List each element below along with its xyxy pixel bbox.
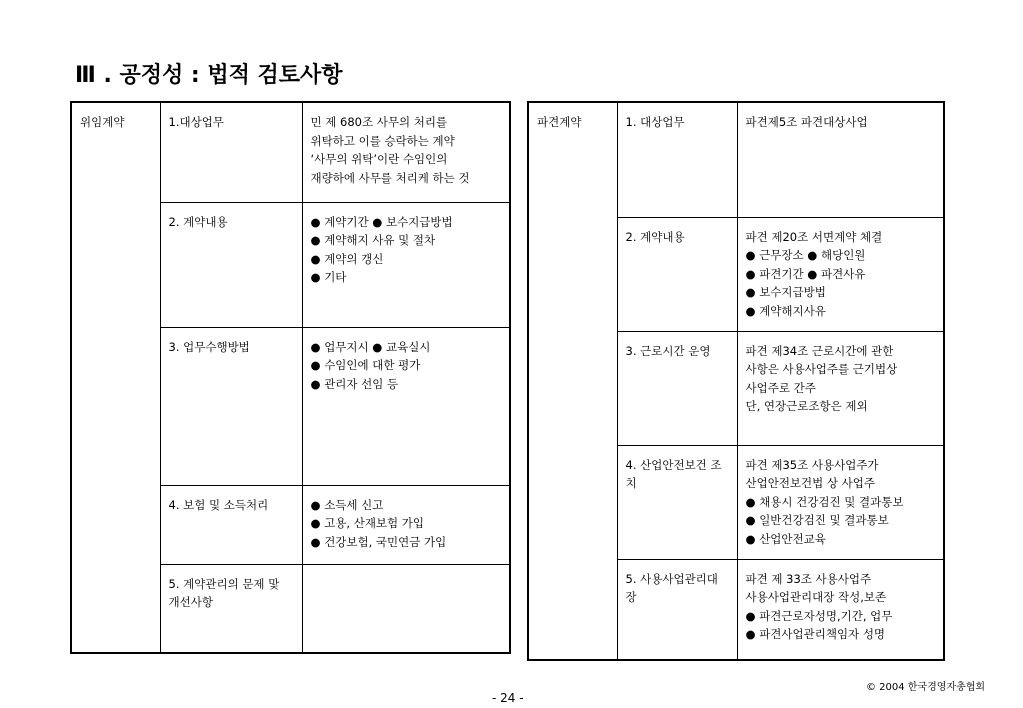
copyright-text: © 2004 한국경영자총협회 xyxy=(866,682,986,693)
detail-line: ‘사무의 위탁’이란 수임인의 xyxy=(310,152,448,166)
item-cell: 3. 업무수행방법 xyxy=(160,327,302,485)
detail-line: ● 근무장소 ● 해당인원 xyxy=(745,248,866,262)
dispatch-contract-table xyxy=(527,101,945,661)
details-cell xyxy=(737,217,944,331)
detail-line: 파견 제35조 사용사업주가 xyxy=(745,457,879,472)
detail-line: ● 기타 xyxy=(310,270,347,284)
detail-line: 사업주로 간주 xyxy=(745,380,816,395)
detail-line: ● 고용, 산재보험 가입 xyxy=(310,516,425,530)
detail-line: ● 계약기간 ● 보수지급방법 xyxy=(310,214,453,229)
detail-line: 단, 연장근로조항은 제외 xyxy=(745,399,868,413)
detail-line: 재량하에 사무를 처리케 하는 것 xyxy=(310,170,470,185)
detail-line: ● 보수지급방법 xyxy=(745,285,826,299)
detail-line: ● 소득세 신고 xyxy=(310,497,384,512)
item-cell: 1.대상업무 xyxy=(160,102,302,202)
detail-line: 민 제 680조 사무의 처리를 xyxy=(310,115,448,129)
category-cell: 위임계약 xyxy=(71,102,160,653)
detail-line: ● 관리자 선임 등 xyxy=(310,376,399,391)
details-cell xyxy=(302,564,510,653)
detail-line: 사용사업관리대장 작성,보존 xyxy=(745,590,887,604)
detail-line: ● 계약의 갱신 xyxy=(310,251,384,266)
detail-line: ● 수임인에 대한 평가 xyxy=(310,358,421,372)
item-cell: 4. 산업안전보건 조치 xyxy=(617,445,737,559)
details-cell xyxy=(302,327,510,485)
page-title: Ⅲ . 공정성 : 법적 검토사항 xyxy=(75,63,343,88)
detail-line: ● 계약해지사유 xyxy=(745,303,826,318)
item-cell: 2. 계약내용 xyxy=(617,217,737,331)
detail-line: 사항은 사용사업주를 근기법상 xyxy=(745,362,898,376)
table-row xyxy=(71,102,510,202)
details-cell xyxy=(737,445,944,559)
details-cell xyxy=(302,102,510,202)
detail-line: 파견 제20조 서면계약 체결 xyxy=(745,229,883,244)
item-cell: 2. 계약내용 xyxy=(160,202,302,327)
detail-line: 위탁하고 이를 승락하는 계약 xyxy=(310,133,455,148)
category-cell: 파견계약 xyxy=(528,102,617,660)
item-cell: 4. 보험 및 소득처리 xyxy=(160,485,302,564)
detail-line: 파견 제34조 근로시간에 관한 xyxy=(745,343,894,358)
table-row xyxy=(528,102,944,217)
detail-line: ● 일반건강검진 및 결과통보 xyxy=(745,513,889,527)
detail-line: ● 산업안전교육 xyxy=(745,531,826,546)
entrustment-contract-table xyxy=(70,101,511,654)
details-cell xyxy=(302,202,510,327)
detail-line: ● 파견사업관리책임자 성명 xyxy=(745,627,886,641)
detail-line: ● 파견근로자성명,기간, 업무 xyxy=(745,608,893,623)
page-number: - 24 - xyxy=(492,691,524,705)
detail-line: 파견제5조 파견대상사업 xyxy=(745,115,868,129)
detail-line: 파견 제 33조 사용사업주 xyxy=(745,571,872,586)
item-cell: 3. 근로시간 운영 xyxy=(617,331,737,445)
detail-line: ● 건강보험, 국민연금 가입 xyxy=(310,534,447,549)
detail-line: 산업안전보건법 상 사업주 xyxy=(745,476,876,490)
detail-line: ● 채용시 건강검진 및 결과통보 xyxy=(745,494,904,509)
detail-line: ● 업무지시 ● 교육실시 xyxy=(310,339,431,354)
detail-line: ● 파견기간 ● 파견사유 xyxy=(745,266,866,281)
details-cell xyxy=(737,559,944,660)
details-cell xyxy=(737,331,944,445)
item-cell: 5. 계약관리의 문제 맟 개선사항 xyxy=(160,564,302,653)
detail-line: ● 계약해지 사유 및 절차 xyxy=(310,233,436,247)
details-cell xyxy=(302,485,510,564)
item-cell: 5. 사용사업관리대장 xyxy=(617,559,737,660)
details-cell xyxy=(737,102,944,217)
item-cell: 1. 대상업무 xyxy=(617,102,737,217)
